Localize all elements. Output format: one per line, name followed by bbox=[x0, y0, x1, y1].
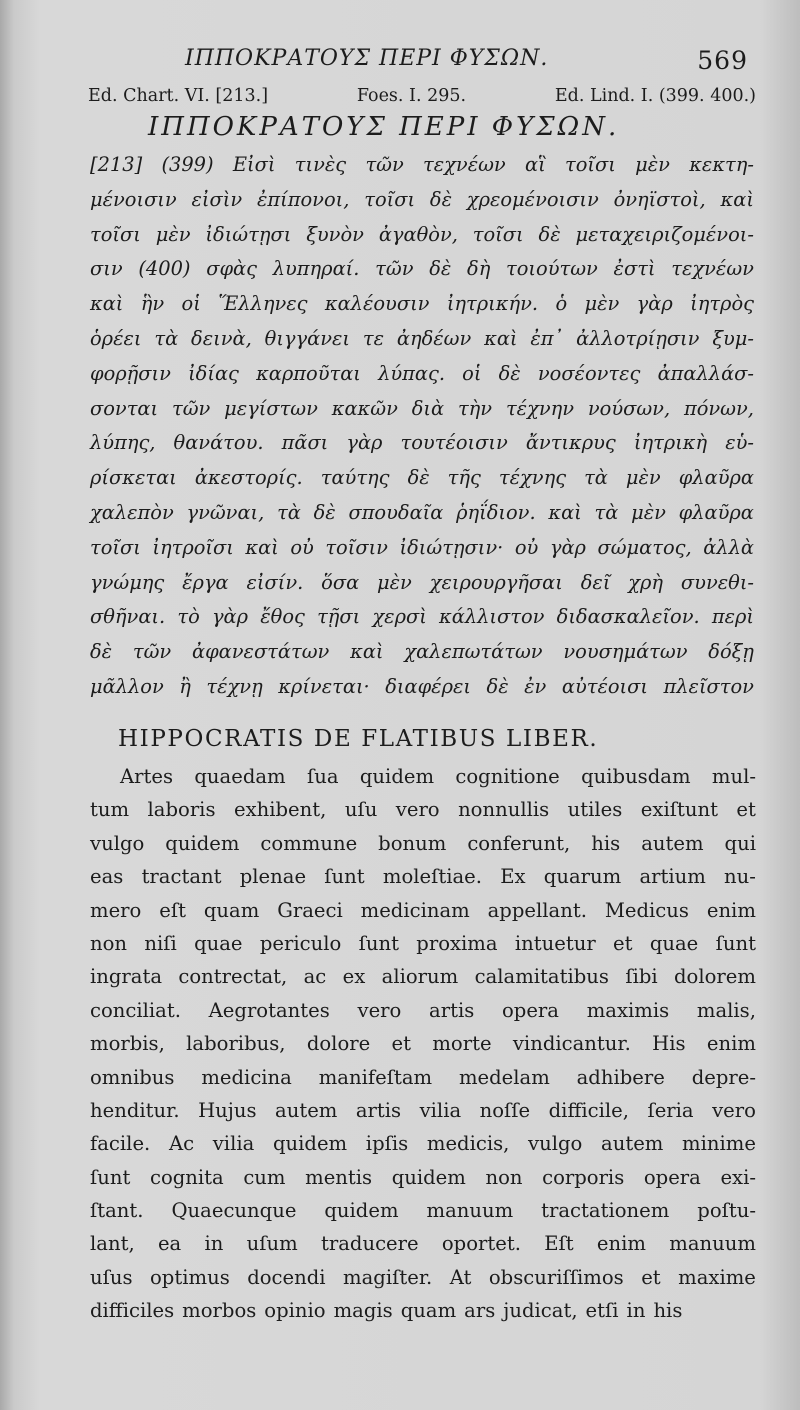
text-line: conciliat. Aegrotantes vero artis opera maximis malis, bbox=[90, 998, 756, 1022]
greek-title: ΙΠΠΟΚΡΑΤΟΥΣ ΠΕΡΙ ΦΥΣΩΝ. bbox=[148, 112, 620, 142]
text-line: eas tractant plenae ſunt moleſtiae. Ex quarum artium nu- bbox=[90, 865, 756, 889]
edition-chartier-ref: Ed. Chart. VI. [213.] bbox=[88, 86, 269, 106]
text-line: ſunt cognita cum mentis quidem non corporis opera exi- bbox=[90, 1165, 756, 1189]
text-line: δὲ τῶν ἀφανεστάτων καὶ χαλεπωτάτων νουσημάτων δόξῃ bbox=[90, 640, 754, 664]
text-line: vulgo quidem commune bonum conferunt, his autem qui bbox=[90, 831, 756, 855]
text-line: tum laboris exhibent, uſu vero nonnullis utiles exiſtunt et bbox=[90, 798, 756, 822]
text-line: Artes quaedam ſua quidem cognitione quibusdam mul- bbox=[120, 765, 756, 788]
edition-reference-line bbox=[88, 86, 756, 106]
page-number: 569 bbox=[697, 46, 748, 75]
text-line: ingrata contrectat, ac ex aliorum calamitatibus ſibi dolorem bbox=[90, 965, 756, 989]
latin-title: HIPPOCRATIS DE FLATIBUS LIBER. bbox=[118, 726, 599, 752]
text-line: ſtant. Quaecunque quidem manuum tractationem poſtu- bbox=[90, 1199, 756, 1223]
edition-foes-ref: Foes. I. 295. bbox=[356, 86, 467, 106]
text-line: καὶ ἣν οἱ Ἕλληνες καλέουσιν ἰητρικήν. ὁ μὲν γὰρ ἰητρὸς bbox=[90, 292, 754, 316]
text-line: χαλεπὸν γνῶναι, τὰ δὲ σπουδαῖα ῥηΐδιον. καὶ τὰ μὲν φλαῦρα bbox=[90, 500, 754, 524]
latin-text-block bbox=[90, 760, 756, 1328]
text-line: non niſi quae periculo ſunt proxima intuetur et quae ſunt bbox=[90, 931, 756, 955]
text-line: σθῆναι. τὸ γὰρ ἔθος τῇσι χερσὶ κάλλιστον διδασκαλεῖον. περὶ bbox=[90, 605, 754, 629]
text-line: mero eſt quam Graeci medicinam appellant. Medicus enim bbox=[90, 898, 756, 922]
edition-linden-ref: Ed. Lind. I. (399. 400.) bbox=[554, 86, 756, 106]
text-line: omnibus medicina manifeſtam medelam adhibere depre- bbox=[90, 1065, 756, 1089]
text-line: τοῖσι ἰητροῖσι καὶ οὐ τοῖσιν ἰδιώτῃσιν· οὐ γὰρ σώματος, ἀλλὰ bbox=[90, 535, 754, 559]
text-line: λύπης, θανάτου. πᾶσι γὰρ τουτέοισιν ἄντικρυς ἰητρικὴ εὑ- bbox=[90, 431, 754, 455]
text-line: σονται τῶν μεγίστων κακῶν διὰ τὴν τέχνην νούσων, πόνων, bbox=[90, 396, 754, 420]
text-line: facile. Ac vilia quidem ipſis medicis, vulgo autem minime bbox=[90, 1132, 756, 1156]
text-line: lant, ea in uſum traducere oportet. Eſt enim manuum bbox=[90, 1232, 756, 1256]
greek-text-block bbox=[90, 148, 754, 705]
text-line: σιν (400) σφὰς λυπηραί. τῶν δὲ δὴ τοιούτων ἐστὶ τεχνέων bbox=[90, 257, 754, 281]
text-line: μένοισιν εἰσὶν ἐπίπονοι, τοῖσι δὲ χρεομένοισιν ὀνηϊστοὶ, καὶ bbox=[90, 187, 754, 211]
text-line: ρίσκεται ἀκεστορίς. ταύτης δὲ τῆς τέχνης τὰ μὲν φλαῦρα bbox=[90, 466, 754, 490]
text-line: henditur. Hujus autem artis vilia noſſe difficile, ſeria vero bbox=[90, 1098, 756, 1122]
text-line: [213] (399) Εἰσὶ τινὲς τῶν τεχνέων αἳ τοῖσι μὲν κεκτη- bbox=[90, 153, 754, 176]
text-line: difficiles morbos opinio magis quam ars judicat, etſi in his bbox=[90, 1299, 683, 1323]
running-head: ΙΠΠΟΚΡΑΤΟΥΣ ΠΕΡΙ ΦΥΣΩΝ. bbox=[185, 46, 549, 71]
text-line: morbis, laboribus, dolore et morte vindicantur. His enim bbox=[90, 1032, 756, 1056]
text-line: ὁρέει τὰ δεινὰ, θιγγάνει τε ἀηδέων καὶ ἐπ᾽ ἀλλοτρίῃσιν ξυμ- bbox=[90, 326, 754, 350]
text-line: φορῇσιν ἰδίας καρποῦται λύπας. οἱ δὲ νοσέοντες ἀπαλλάσ- bbox=[90, 361, 754, 385]
text-line: μᾶλλον ἢ τέχνῃ κρίνεται· διαφέρει δὲ ἐν αὐτέοισι πλεῖστον bbox=[90, 674, 754, 698]
text-line: uſus optimus docendi magiſter. At obscuriſſimos et maxime bbox=[90, 1265, 756, 1289]
text-line: γνώμης ἔργα εἰσίν. ὅσα μὲν χειρουργῆσαι δεῖ χρὴ συνεθι- bbox=[90, 570, 754, 594]
text-line: τοῖσι μὲν ἰδιώτῃσι ξυνὸν ἀγαθὸν, τοῖσι δὲ μεταχειριζομένοι- bbox=[90, 222, 754, 246]
